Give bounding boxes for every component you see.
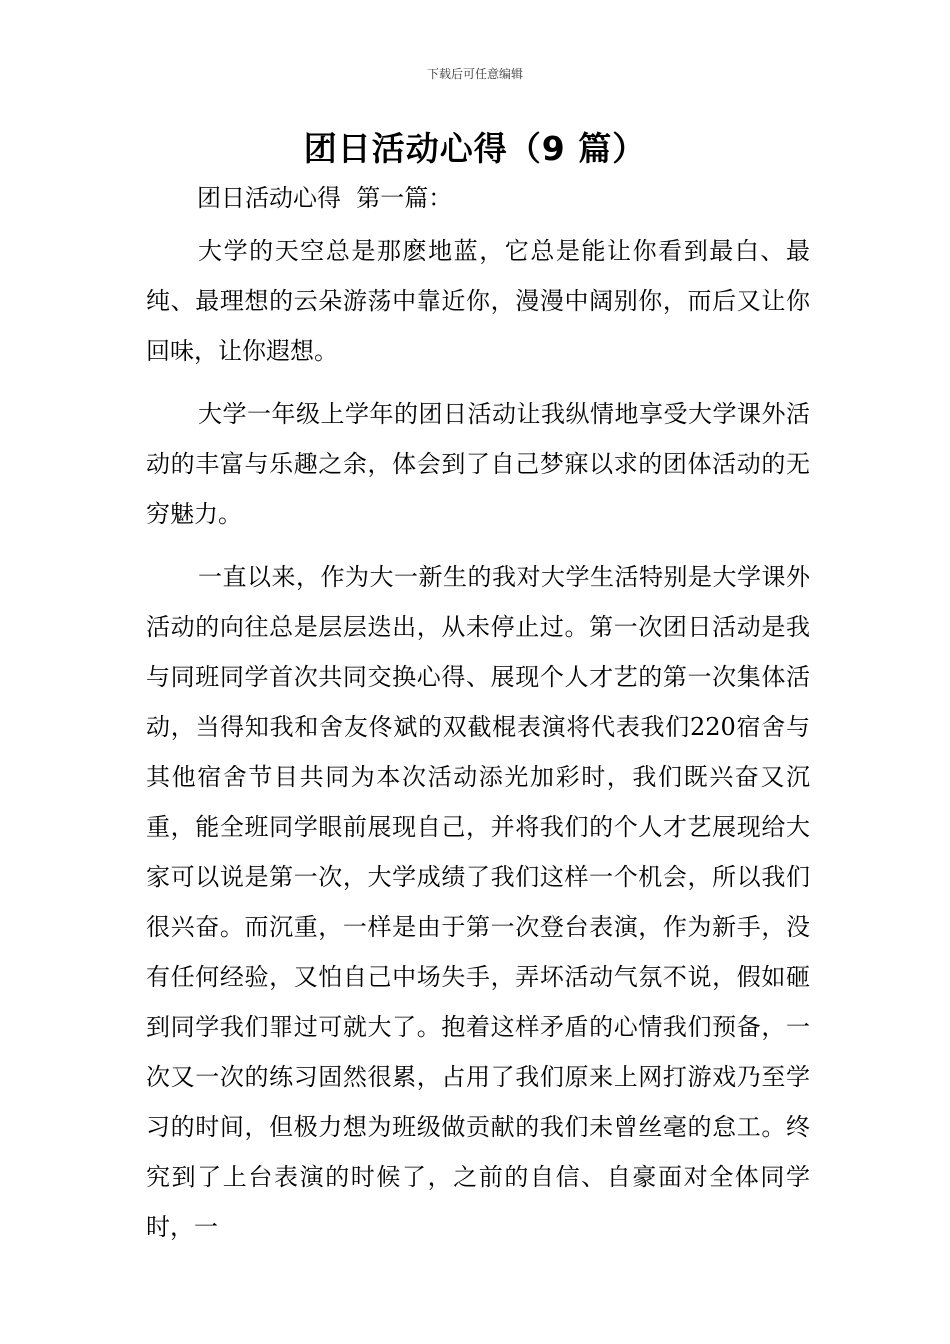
document-title: 团日活动心得（9 篇）: [303, 129, 647, 168]
paragraph-2: 大学一年级上学年的团日活动让我纵情地享受大学课外活动的丰富与乐趣之余，体会到了自己梦寐以求的团体活动的无穷魅力。: [146, 400, 810, 528]
header-note: 下载后可任意编辑: [426, 67, 523, 81]
paragraph-3: 一直以来，作为大一新生的我对大学生活特别是大学课外活动的向往总是层层迭出，从未停止过。第一次团日活动是我与同班同学首次共同交换心得、展现个人才艺的第一次集体活动，当得知我和舍友佟斌的双截棍表演将代表我们220宿舍与其他宿舍节目共同为本次活动添光加彩时，我们既兴奋又沉重，能全班同学眼前展现自己，并将我们的个人才艺展现给大家可以说是第一次，大学成绩了我们这样一个机会，所以我们很兴奋。而沉重，一样是由于第一次登台表演，作为新手，没有任何经验，又怕自己中场失手，弄坏活动气氛不说，假如砸到同学我们罪过可就大了。抱着这样矛盾的心情我们预备，一次又一次的练习固然很累，占用了我们原来上网打游戏乃至学习的时间，但极力想为班级做贡献的我们未曾丝毫的怠工。终究到了上台表演的时候了，之前的自信、自豪面对全体同学时，一: [146, 563, 810, 1241]
section-heading: 团日活动心得 第一篇：: [197, 184, 453, 212]
paragraph-1: 大学的天空总是那麽地蓝，它总是能让你看到最白、最纯、最理想的云朵游荡中靠近你，漫漫中阔别你，而后又让你回味，让你遐想。: [146, 237, 810, 365]
body-text: [146, 226, 810, 1265]
